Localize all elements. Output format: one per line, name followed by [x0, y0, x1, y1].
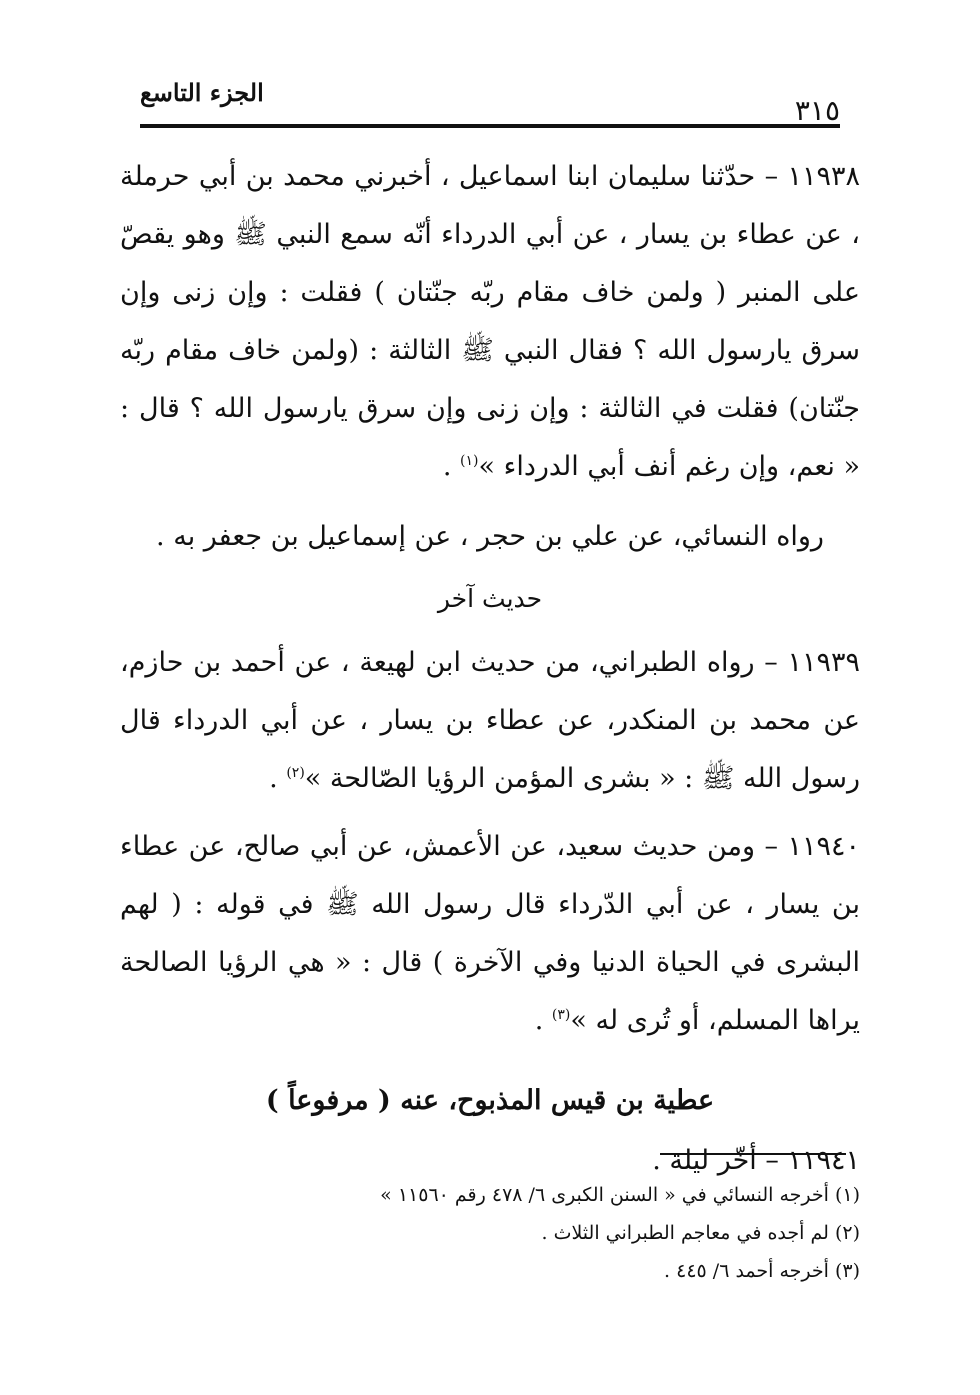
footnotes: [120, 1176, 860, 1290]
footnote-3: (٣) أخرجه أحمد ٦/ ٤٤٥ .: [664, 1260, 860, 1282]
footnote-divider: [660, 1153, 846, 1155]
section-heading: عطية بن قيس المذبوح، عنه ( مرفوعاً ): [265, 1085, 715, 1116]
footnote-2: (٢) لم أجده في معاجم الطبراني الثلاث .: [541, 1222, 860, 1244]
page-number: ٣١٥: [794, 94, 840, 127]
narration-note: رواه النسائي، عن علي بن حجر ، عن إسماعيل بن جعفر به .: [156, 521, 824, 552]
section-subtitle: حديث آخر: [437, 584, 543, 613]
page-body: [120, 148, 860, 1190]
page-header: [140, 70, 840, 132]
hadith-11940: ١١٩٤٠ – ومن حديث سعيد، عن الأعمش، عن أبي صالح، عن عطاء بن يسار ، عن أبي الدّرداء قال رسول الله ﷺ في قوله : ( لهم البشرى في الحياة الدنيا وفي الآخرة ) قال : « هي الرؤيا الصالحة يراها المسلم، أو تُرى له »$^{(٣)}$ .: [120, 831, 860, 1036]
footnote-ref-3: (٣): [551, 1007, 571, 1023]
footnote-ref-1: (١): [460, 453, 479, 469]
footnote-ref-2: (٢): [286, 765, 305, 781]
part-title: الجزء التاسع: [140, 78, 264, 107]
header-rule: [140, 124, 840, 128]
footnote-1: (١) أخرجه النسائي في « السنن الكبرى ٦/ ٤٧٨ رقم ١١٥٦٠ »: [380, 1184, 860, 1206]
hadith-11941: ١١٩٤١ – أخّر ليلة .: [652, 1145, 860, 1176]
hadith-11939: ١١٩٣٩ – رواه الطبراني، من حديث ابن لهيعة ، عن أحمد بن حازم، عن محمد بن المنكدر، عن عطاء بن يسار ، عن أبي الدرداء قال رسول الله ﷺ : « بشرى المؤمن الرؤيا الصّالحة »$^{(٢)}$ .: [120, 647, 860, 794]
hadith-11938: ١١٩٣٨ – حدّثنا سليمان ابنا اسماعيل ، أخبرني محمد بن أبي حرملة ، عن عطاء بن يسار ، عن أبي الدرداء أنّه سمع النبي ﷺ وهو يقصّ على المنبر ( ولمن خاف مقام ربّه جنّتان ) فقلت : وإن زنى وإن سرق يارسول الله ؟ فقال النبي ﷺ الثالثة : (ولمن خاف مقام ربّه جنّتان) فقلت في الثالثة : وإن زنى وإن سرق يارسول الله ؟ قال : « نعم، وإن رغم أنف أبي الدرداء »$^{(١)}$ .: [120, 161, 860, 482]
